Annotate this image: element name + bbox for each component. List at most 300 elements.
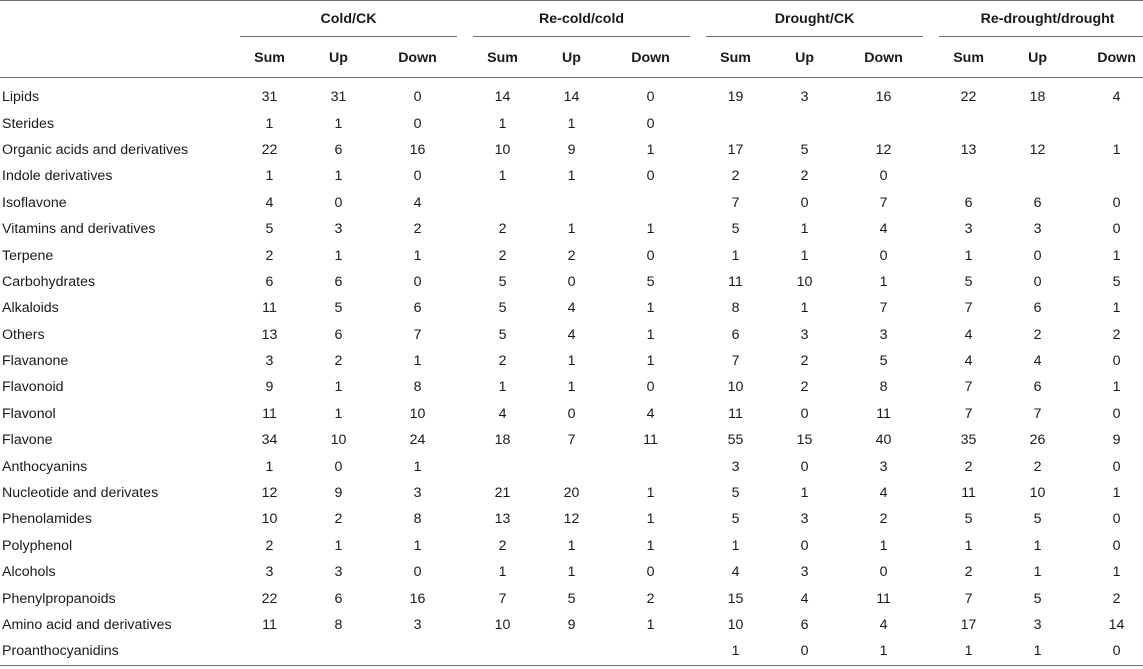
table-cell: 1 [646, 511, 655, 528]
table-cell [1069, 163, 1143, 189]
table-cell: 3 [731, 458, 740, 475]
group-header-recold-cold [465, 1, 698, 40]
table-cell: 1 [800, 300, 809, 317]
table-cell: 7 [413, 326, 422, 343]
table-cell: 1 [498, 115, 507, 132]
table-cell: 2 [646, 590, 655, 607]
row-label: Anthocyanins [2, 458, 88, 475]
table-cell [465, 190, 540, 216]
table-cell: 7 [879, 300, 888, 317]
table-cell: 16 [409, 590, 426, 607]
table-cell: 4 [964, 353, 973, 370]
table-cell: 1 [413, 353, 422, 370]
table-row [0, 401, 1143, 427]
table-cell: 24 [409, 432, 426, 449]
table-cell: 1 [1112, 247, 1121, 264]
table-cell: 5 [731, 485, 740, 502]
table-cell: 7 [964, 300, 973, 317]
table-cell: 4 [646, 405, 655, 422]
table-cell: 6 [334, 141, 343, 158]
table-cell: 3 [413, 617, 422, 633]
table-cell: 8 [413, 379, 422, 396]
table-row [0, 559, 1143, 585]
table-cell: 31 [330, 89, 347, 106]
table-cell: 1 [698, 638, 773, 665]
subheader-up: Up [307, 39, 370, 78]
table-cell: 1 [1033, 564, 1042, 581]
group-header-cold-ck [232, 1, 465, 40]
table-cell: 0 [879, 247, 888, 264]
table-cell: 6 [265, 273, 274, 290]
table-cell: 12 [1029, 141, 1046, 158]
row-label: Phenylpropanoids [2, 590, 116, 607]
table-cell: 7 [567, 432, 576, 449]
table-cell [540, 638, 603, 665]
table-cell: 7 [964, 405, 973, 422]
row-label: Vitamins and derivatives [2, 221, 156, 238]
table-cell: 11 [262, 405, 277, 422]
table-cell: 0 [1033, 273, 1042, 290]
table-cell: 3 [800, 326, 809, 343]
table-cell: 4 [879, 485, 888, 502]
row-label: Carbohydrates [2, 273, 96, 290]
row-label: Phenolamides [2, 511, 92, 528]
table-cell: 6 [413, 300, 422, 317]
table-cell: 7 [731, 353, 740, 370]
table-cell: 4 [879, 221, 888, 238]
table-cell: 9 [1112, 432, 1121, 449]
row-label: Others [2, 326, 45, 343]
table-cell: 6 [334, 590, 343, 607]
table-cell: 1 [646, 617, 655, 633]
row-label: Alkaloids [2, 300, 59, 317]
table-cell: 5 [1112, 273, 1121, 290]
table-cell: 3 [413, 485, 422, 502]
table-cell: 1 [731, 537, 740, 554]
row-label: Flavonoid [2, 379, 64, 396]
table-cell: 11 [262, 617, 277, 633]
row-label: Terpene [2, 247, 54, 264]
table-cell: 31 [261, 89, 278, 106]
table-cell: 2 [964, 458, 973, 475]
subheader-sum: Sum [465, 39, 540, 78]
table-cell: 6 [731, 326, 740, 343]
table-row [0, 533, 1143, 559]
table-row [0, 242, 1143, 268]
table-cell: 11 [728, 273, 743, 290]
table-row [0, 190, 1143, 216]
table-cell: 1 [646, 326, 655, 343]
table-cell: 35 [960, 432, 977, 449]
row-label: Amino acid and derivatives [2, 617, 172, 633]
table-cell: 1 [800, 221, 809, 238]
table-cell: 0 [646, 89, 655, 106]
table-cell [931, 110, 1006, 136]
table-cell: 14 [494, 89, 511, 106]
table-cell: 4 [498, 405, 507, 422]
table-cell: 2 [265, 247, 274, 264]
table-cell: 8 [879, 379, 888, 396]
table-cell: 3 [1033, 617, 1042, 633]
table-cell: 8 [413, 511, 422, 528]
table-cell: 2 [964, 564, 973, 581]
table-cell [773, 110, 836, 136]
table-cell: 2 [498, 537, 507, 554]
table-cell: 7 [964, 590, 973, 607]
table-cell: 1 [265, 458, 274, 475]
table-cell: 11 [643, 432, 658, 449]
table-cell: 2 [265, 537, 274, 554]
table-cell: 22 [261, 590, 278, 607]
table-cell: 0 [1112, 458, 1121, 475]
table-cell: 0 [1112, 353, 1121, 370]
table-cell: 1 [334, 168, 343, 185]
table-cell: 9 [567, 617, 576, 633]
table-cell: 5 [1033, 590, 1042, 607]
table-cell: 10 [409, 405, 426, 422]
table-cell: 4 [800, 590, 809, 607]
table-cell: 2 [800, 379, 809, 396]
table-row [0, 216, 1143, 242]
table-row [0, 269, 1143, 295]
table-cell: 1 [1112, 564, 1121, 581]
group-header-row [0, 1, 1143, 40]
subheader-up: Up [1006, 39, 1069, 78]
table-cell: 17 [727, 141, 744, 158]
table-cell: 1 [646, 537, 655, 554]
table-row [0, 110, 1143, 136]
table-cell: 0 [879, 168, 888, 185]
table-cell: 0 [334, 458, 343, 475]
table-cell: 2 [498, 221, 507, 238]
table-cell [540, 453, 603, 479]
table-cell: 10 [727, 379, 744, 396]
row-label: Flavone [2, 432, 53, 449]
table-cell: 11 [961, 485, 976, 502]
subheader-empty [0, 39, 232, 78]
table-row [0, 638, 1143, 665]
group-header-redrought-drought [931, 1, 1143, 40]
group-label: Drought/CK [706, 3, 923, 37]
table-cell: 2 [1033, 326, 1042, 343]
table-cell: 16 [875, 89, 892, 106]
table-cell [232, 638, 307, 665]
table-cell [603, 453, 698, 479]
table-cell: 3 [800, 89, 809, 106]
table-cell: 1 [931, 638, 1006, 665]
table-cell: 4 [879, 617, 888, 633]
table-cell: 2 [800, 168, 809, 185]
table-cell: 6 [334, 326, 343, 343]
table-cell [603, 638, 698, 665]
table-cell: 7 [879, 194, 888, 211]
table-cell: 34 [261, 432, 278, 449]
table-cell [465, 638, 540, 665]
table-cell: 10 [796, 273, 813, 290]
table-cell: 1 [800, 247, 809, 264]
table-cell: 0 [1112, 537, 1121, 554]
table-cell: 1 [1112, 141, 1121, 158]
table-cell: 12 [563, 511, 580, 528]
table-row [0, 374, 1143, 400]
subheader-up: Up [540, 39, 603, 78]
table-cell: 2 [731, 168, 740, 185]
table-cell: 1 [1112, 485, 1121, 502]
table-cell: 5 [498, 300, 507, 317]
table-cell: 6 [964, 194, 973, 211]
table-cell: 6 [334, 273, 343, 290]
subheader-down: Down [1069, 39, 1143, 78]
table-cell: 10 [330, 432, 347, 449]
row-label: Organic acids and derivatives [2, 141, 189, 158]
table-cell: 1 [1112, 379, 1121, 396]
table-cell: 14 [1108, 617, 1125, 633]
subheader-row [0, 39, 1143, 78]
table-cell: 0 [334, 194, 343, 211]
table-cell: 2 [413, 221, 422, 238]
table-cell: 0 [1033, 247, 1042, 264]
table-cell: 5 [567, 590, 576, 607]
table-cell: 1 [334, 247, 343, 264]
table-cell: 13 [960, 141, 977, 158]
table-cell: 11 [262, 300, 277, 317]
table-cell [1069, 110, 1143, 136]
table-cell: 3 [265, 564, 274, 581]
table-cell: 3 [265, 353, 274, 370]
table-cell: 1 [1033, 537, 1042, 554]
table-cell: 0 [646, 168, 655, 185]
subheader-down: Down [370, 39, 465, 78]
table-cell: 5 [731, 511, 740, 528]
table-cell: 0 [879, 564, 888, 581]
table-cell: 1 [1112, 300, 1121, 317]
table-cell: 1 [879, 273, 888, 290]
table-cell: 9 [334, 485, 343, 502]
table-cell: 14 [563, 89, 580, 106]
table-cell [370, 638, 465, 665]
table-cell: 10 [1029, 485, 1046, 502]
table-cell: 6 [1033, 300, 1042, 317]
table-cell: 2 [879, 511, 888, 528]
table-cell: 22 [960, 89, 977, 106]
group-header-drought-ck [698, 1, 931, 40]
table-cell: 1 [1006, 638, 1069, 665]
table-cell: 1 [646, 353, 655, 370]
table-cell: 6 [800, 617, 809, 633]
table-cell: 1 [836, 638, 931, 665]
table-cell: 7 [1033, 405, 1042, 422]
table-cell: 0 [413, 564, 422, 581]
table-cell: 3 [964, 221, 973, 238]
table-cell: 0 [800, 194, 809, 211]
table-cell: 5 [964, 273, 973, 290]
table-cell: 2 [498, 247, 507, 264]
table-cell: 1 [498, 564, 507, 581]
table-cell: 0 [413, 115, 422, 132]
table-cell: 16 [409, 141, 426, 158]
group-label: Re-drought/drought [939, 3, 1143, 37]
table-cell: 5 [879, 353, 888, 370]
table-cell: 1 [413, 247, 422, 264]
table-cell: 20 [563, 485, 580, 502]
table-cell: 18 [494, 432, 511, 449]
row-label: Isoflavone [2, 194, 67, 211]
table-cell: 1 [567, 168, 576, 185]
table-cell: 0 [1112, 194, 1121, 211]
table-row [0, 322, 1143, 348]
table-cell [698, 110, 773, 136]
table-cell: 1 [567, 564, 576, 581]
table-cell: 2 [1112, 326, 1121, 343]
table-cell: 0 [800, 405, 809, 422]
table-cell: 12 [261, 485, 278, 502]
table-cell: 3 [1033, 221, 1042, 238]
table-cell: 4 [413, 194, 422, 211]
table-cell: 1 [646, 221, 655, 238]
table-row [0, 427, 1143, 453]
table-cell: 5 [265, 221, 274, 238]
table-cell: 7 [731, 194, 740, 211]
subheader-down: Down [836, 39, 931, 78]
subheader-sum: Sum [232, 39, 307, 78]
table-cell: 1 [334, 379, 343, 396]
table-cell [603, 190, 698, 216]
table-cell: 0 [800, 537, 809, 554]
table-cell: 2 [334, 511, 343, 528]
table-cell: 1 [646, 300, 655, 317]
table-cell: 1 [498, 168, 507, 185]
table-cell: 6 [1033, 379, 1042, 396]
table-cell: 0 [1112, 405, 1121, 422]
subheader-sum: Sum [698, 39, 773, 78]
table-cell: 11 [728, 405, 743, 422]
row-label: Alcohols [2, 564, 56, 581]
table-cell: 13 [494, 511, 511, 528]
table-cell: 1 [265, 115, 274, 132]
group-label: Re-cold/cold [473, 3, 690, 37]
row-label: Indole derivatives [2, 168, 113, 185]
table-cell [1006, 163, 1069, 189]
table-cell: 1 [646, 141, 655, 158]
table-cell: 1 [334, 115, 343, 132]
table-cell: 40 [875, 432, 892, 449]
table-cell: 3 [334, 221, 343, 238]
table-cell: 26 [1029, 432, 1046, 449]
table-cell: 1 [413, 458, 422, 475]
row-label: Nucleotide and derivates [2, 485, 159, 502]
table-cell: 1 [879, 537, 888, 554]
table-cell: 3 [879, 458, 888, 475]
table-cell: 1 [334, 537, 343, 554]
table-cell: 0 [1112, 511, 1121, 528]
table-cell: 1 [265, 168, 274, 185]
table-cell: 0 [413, 168, 422, 185]
table-row [0, 348, 1143, 374]
table-cell: 4 [1033, 353, 1042, 370]
table-row [0, 585, 1143, 611]
table-cell: 2 [498, 353, 507, 370]
table-cell: 4 [1112, 89, 1121, 106]
table-cell: 10 [494, 141, 511, 158]
table-cell: 5 [646, 273, 655, 290]
table-cell: 1 [567, 115, 576, 132]
table-cell: 1 [334, 405, 343, 422]
table-cell: 15 [796, 432, 813, 449]
table-cell: 11 [876, 590, 891, 607]
table-cell: 2 [567, 247, 576, 264]
table-cell: 5 [334, 300, 343, 317]
table-cell: 9 [567, 141, 576, 158]
table-cell: 5 [964, 511, 973, 528]
table-cell: 15 [727, 590, 744, 607]
table-cell: 4 [567, 326, 576, 343]
table-cell [931, 163, 1006, 189]
row-label: Proanthocyanidins [0, 638, 232, 665]
table-row [0, 453, 1143, 479]
table-cell: 0 [646, 115, 655, 132]
table-cell: 0 [567, 405, 576, 422]
table-cell: 4 [731, 564, 740, 581]
table-cell: 0 [646, 379, 655, 396]
table-cell: 4 [964, 326, 973, 343]
table-cell: 3 [334, 564, 343, 581]
table-cell: 0 [567, 273, 576, 290]
table-cell: 1 [567, 353, 576, 370]
table-cell: 18 [1029, 89, 1046, 106]
table-cell: 4 [265, 194, 274, 211]
table-cell: 0 [413, 89, 422, 106]
table-cell: 1 [964, 247, 973, 264]
table-cell: 9 [265, 379, 274, 396]
table-cell: 13 [261, 326, 278, 343]
table-cell: 7 [498, 590, 507, 607]
table-cell: 5 [731, 221, 740, 238]
table-cell [465, 453, 540, 479]
table-row [0, 506, 1143, 532]
table-cell: 1 [731, 247, 740, 264]
table-cell [836, 110, 931, 136]
table-cell: 5 [800, 141, 809, 158]
table-cell: 2 [1112, 590, 1121, 607]
row-label: Polyphenol [2, 537, 73, 554]
row-label: Flavanone [2, 353, 69, 370]
table-cell: 5 [498, 326, 507, 343]
table-cell: 1 [567, 221, 576, 238]
table-row [0, 295, 1143, 321]
table-row [0, 612, 1143, 638]
table-row [0, 480, 1143, 506]
table-cell: 10 [727, 617, 744, 633]
table-cell: 2 [334, 353, 343, 370]
table-cell: 19 [727, 89, 744, 106]
table-cell [1006, 110, 1069, 136]
table-cell [540, 190, 603, 216]
table-row [0, 137, 1143, 163]
table-cell: 21 [494, 485, 511, 502]
table-cell: 1 [567, 379, 576, 396]
table-cell: 8 [731, 300, 740, 317]
table-cell: 1 [567, 537, 576, 554]
table-row [0, 163, 1143, 189]
table-cell: 0 [646, 247, 655, 264]
row-label: Lipids [2, 89, 40, 106]
table-cell: 3 [879, 326, 888, 343]
table-cell: 1 [646, 485, 655, 502]
table-cell: 8 [334, 617, 343, 633]
table-cell: 1 [964, 537, 973, 554]
table-cell: 0 [800, 458, 809, 475]
table-cell: 6 [1033, 194, 1042, 211]
